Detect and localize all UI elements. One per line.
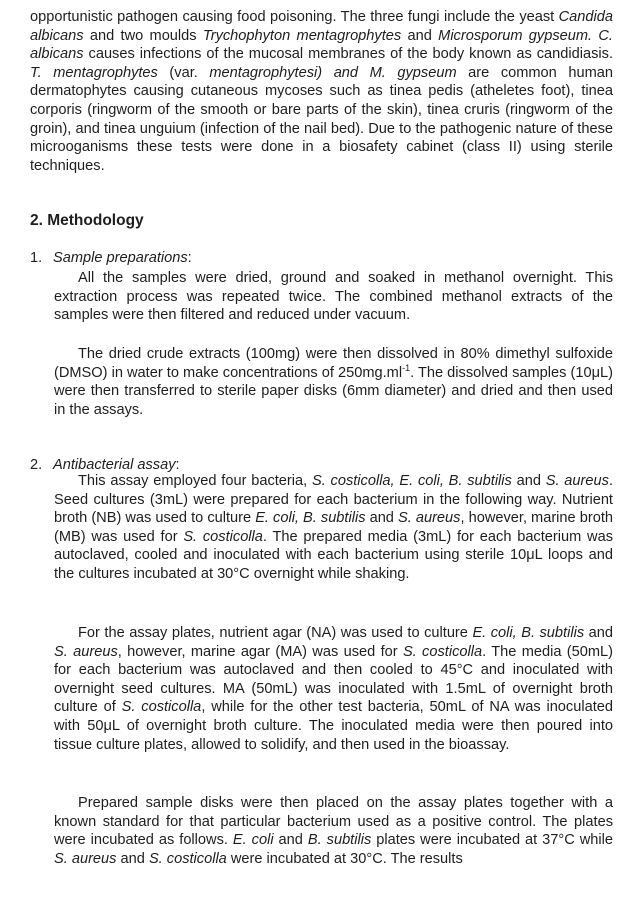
text-run: (var. (157, 64, 210, 81)
text-run: and (511, 473, 546, 489)
italic-run: mentagrophytesi) and M. gypseum (209, 64, 457, 81)
italic-run: S. costicolla (121, 699, 202, 716)
list-number: 2. (30, 457, 43, 473)
text-run: The dried crude extracts (100mg) were then dissolved in 80% dimethyl sulfoxide (DMSO) in water to make concentrations of 250mg.ml (54, 346, 613, 381)
text-run: and (584, 625, 613, 641)
antibacterial-paragraph-1 (54, 472, 613, 584)
italic-run: S. aureus (397, 510, 461, 527)
text-run: are common human dermatophytes causing cutaneous mycoses such as tinea pedis (atheletes foot), tinea corporis (ringworm of the smooth or bare parts of the skin), tinea cruris (ringworm of the groin), and tinea unguium (infection of the nail bed). Due to the pathogenic nature of these microoganisms these tests were done in a biosafety cabinet (class II) using sterile techniques. (30, 64, 613, 174)
text-run: plates were incubated at 37°C while (371, 832, 614, 849)
text-run: were incubated at 30°C. The results (226, 850, 463, 867)
colon: : (187, 250, 192, 266)
text-run: , however, marine agar (MA) was used for (117, 643, 403, 660)
intro-paragraph (30, 8, 613, 175)
text-run: . The prepared media (3mL) for each bacterium was autoclaved, cooled and inoculated with each bacterium using sterile 10μL loops and the cultures incubated at 30°C overnight while shaking. (54, 528, 613, 582)
sample-prep-paragraph-1 (54, 269, 613, 325)
italic-run: E. coli, B. subtilis (255, 510, 366, 527)
italic-run: Candida albicans (30, 9, 613, 44)
list-number: 1. (30, 250, 43, 266)
sample-prep-paragraph-2 (54, 345, 613, 419)
italic-run: T. mentagrophytes (30, 64, 158, 81)
text-run: and two moulds (83, 27, 203, 44)
text-run: , while for the other test bacteria, 50mL of NA was inoculated with 50μL of overnight broth culture. The inoculated media were then poured into tissue culture plates, allowed to solidify, and then used in the bioassay. (54, 699, 613, 753)
text-run: , however, marine broth (MB) was used for (54, 510, 613, 545)
italic-run: S. aureus (545, 473, 609, 489)
text-run: and (365, 510, 398, 527)
text-run: and (116, 850, 149, 867)
antibacterial-paragraph-3 (54, 794, 613, 868)
italic-run: E. coli, B. subtilis (472, 625, 585, 641)
list-item-title: Sample preparations (53, 250, 188, 266)
text-run: causes infections of the mucosal membranes of the body known as candidiasis. (83, 46, 613, 63)
text-run: This assay employed four bacteria, (78, 473, 312, 489)
text-run: For the assay plates, nutrient agar (NA) was used to culture (78, 625, 473, 641)
list-item-1-heading (30, 249, 192, 268)
text-run: . The dissolved samples (10μL) were then transferred to sterile paper disks (6mm diameter) and dried and then used in the assays. (54, 364, 613, 418)
text-run: and (401, 27, 439, 44)
antibacterial-paragraph-2 (54, 624, 613, 754)
italic-run: S. costicolla (402, 643, 483, 660)
text-run: . Seed cultures (3mL) were prepared for each bacterium in the following way. Nutrient broth (NB) was used to culture (54, 473, 613, 527)
italic-run: S. costicolla (148, 850, 227, 867)
italic-run: S. costicolla (183, 528, 263, 545)
italic-run: S. aureus (54, 850, 117, 867)
italic-run: Trychophyton mentagrophytes (202, 27, 402, 44)
italic-run: B. subtilis (307, 832, 372, 849)
italic-run: S. aureus (54, 643, 118, 660)
text-run: All the samples were dried, ground and soaked in methanol overnight. This extraction process was repeated twice. The combined methanol extracts of the samples were then filtered and reduced under vacuum. (54, 270, 613, 324)
italic-run: S. costicolla, E. coli, B. subtilis (311, 473, 512, 489)
superscript: -1 (402, 362, 411, 373)
italic-run: E. coli (232, 832, 274, 849)
text-run: opportunistic pathogen causing food poisoning. The three fungi include the yeast (30, 9, 559, 25)
list-item-title: Antibacterial assay (53, 457, 176, 473)
text-run: Prepared sample disks were then placed on the assay plates together with a known standard for that particular bacterium used as a positive control. The plates were incubated as follows. (54, 795, 613, 849)
text-run: and (273, 832, 308, 849)
section-heading: 2. Methodology (30, 212, 144, 229)
colon: : (175, 457, 180, 473)
text-run: . The media (50mL) for each bacterium was autoclaved and then cooled to 45°C and inoculated with overnight seed cultures. MA (50mL) was inoculated with 1.5mL of overnight broth culture of (54, 643, 614, 716)
italic-run: Microsporum gypseum. C. albicans (30, 27, 613, 63)
